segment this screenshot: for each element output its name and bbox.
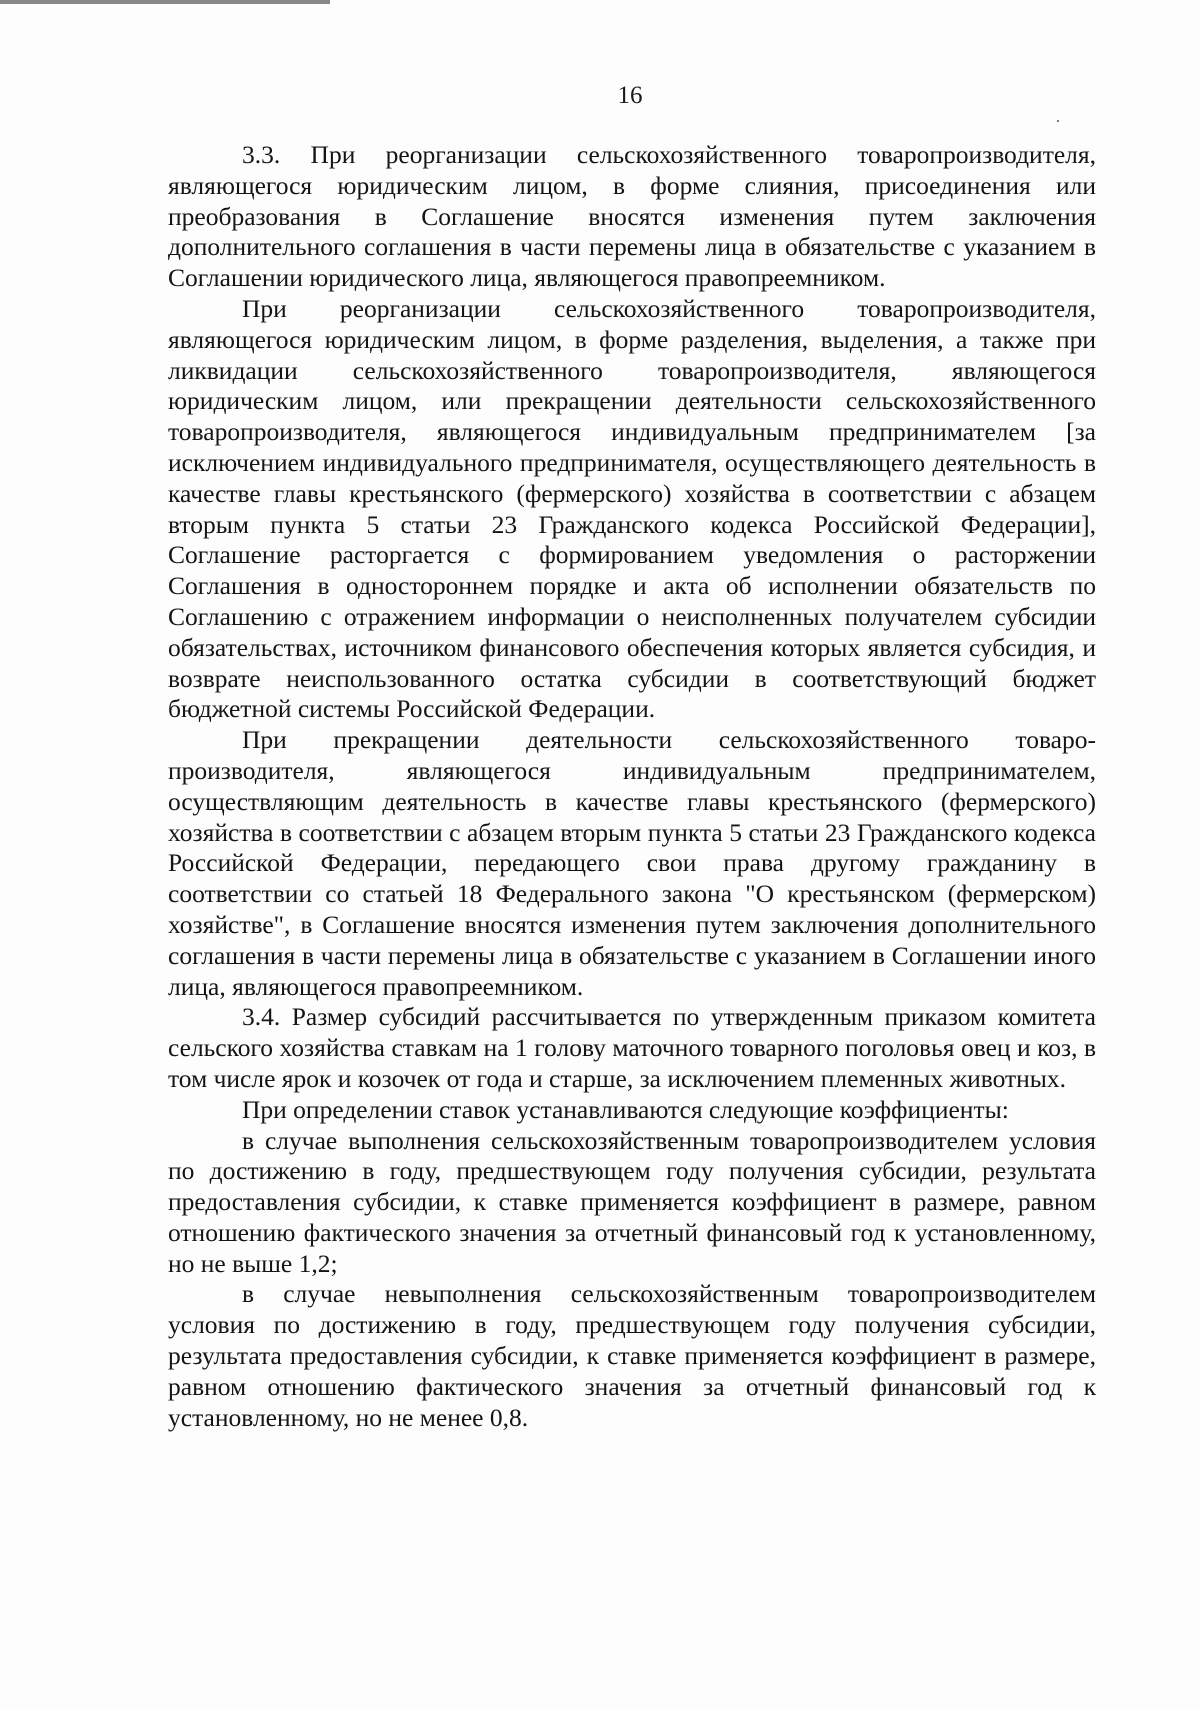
paragraph-termination-entrepreneur: При прекращении деятельности сельскохозяйственного товаро-производителя, являющегося индивидуальным предпринимателем, осуществляющим деятельность в качестве главы крестьянского (фермерского) хозяйства в соответствии с абзацем вторым пункта 5 статьи 23 Гражданского кодекса Российской Федерации, передающего свои права другому гражданину в соответствии со статьей 18 Федерального закона "О крестьянском (фермерском) хозяйстве", в Соглашение вносятся изменения путем заключения дополнительного соглашения в части перемены лица в обязательстве с указанием в Соглашении иного лица, являющегося правопреемником. bbox=[168, 725, 1096, 1001]
paragraph-coefficient-fulfilled: в случае выполнения сельскохозяйственным товаропроизводителем условия по достижению в году, предшествующем году получения субсидии, результата предоставления субсидии, к ставке применяется коэффициент в размере, равном отношению фактического значения за отчетный финансовый год к установленному, но не выше 1,2; bbox=[168, 1125, 1096, 1278]
paragraph-coefficients-intro: При определении ставок устанавливаются следующие коэффициенты: bbox=[242, 1094, 1009, 1124]
paragraph-reorganization-division: При реорганизации сельскохозяйственного товаропроизводителя, являющегося юридическим лицом, в форме разделения, выделения, а также при ликвидации сельскохозяйственного товаропроизводителя, являющегося юридическим лицом, или прекращении деятельности сельскохозяйственного товаропроизводителя, являющегося индивидуальным предпринимателем [за исключением индивидуального предпринимателя, осуществляющего деятельность в качестве главы крестьянского (фермерского) хозяйства в соответствии с абзацем вторым пункта 5 статьи 23 Гражданского кодекса Российской Федерации], Соглашение расторгается с формированием уведомления о расторжении Соглашения в одностороннем порядке и акта об исполнении обязательств по Соглашению с отражением информации о неисполненных получателем субсидии обязательствах, источником финансового обеспечения которых является субсидия, и возврате неиспользованного остатка субсидии в соответствующий бюджет бюджетной системы Российской Федерации. bbox=[168, 293, 1096, 724]
paragraph-3-3: 3.3. При реорганизации сельскохозяйственного товаропроизводителя, являющегося юридическим лицом, в форме слияния, присоединения или преобразования в Соглашение вносятся изменения путем заключения дополнительного соглашения в части перемены лица в обязательстве с указанием в Соглашении юридического лица, являющегося правопреемником. bbox=[168, 140, 1096, 293]
paragraph-coefficient-unfulfilled: в случае невыполнения сельскохозяйственным товаропроизводителем условия по достижению в году, предшествующем году получения субсидии, результата предоставления субсидии, к ставке применяется коэффициент в размере, равном отношению фактического значения за отчетный финансовый год к установленному, но не менее 0,8. bbox=[168, 1279, 1096, 1432]
scan-speck bbox=[1057, 120, 1059, 122]
document-body bbox=[168, 140, 1096, 1433]
paragraph-3-4: 3.4. Размер субсидий рассчитывается по утвержденным приказом комитета сельского хозяйства ставкам на 1 голову маточного товарного поголовья овец и коз, в том числе ярок и козочек от года и старше, за исключением племенных животных. bbox=[168, 1002, 1096, 1093]
scan-edge-mark bbox=[0, 0, 330, 4]
page-number: 16 bbox=[617, 82, 643, 109]
